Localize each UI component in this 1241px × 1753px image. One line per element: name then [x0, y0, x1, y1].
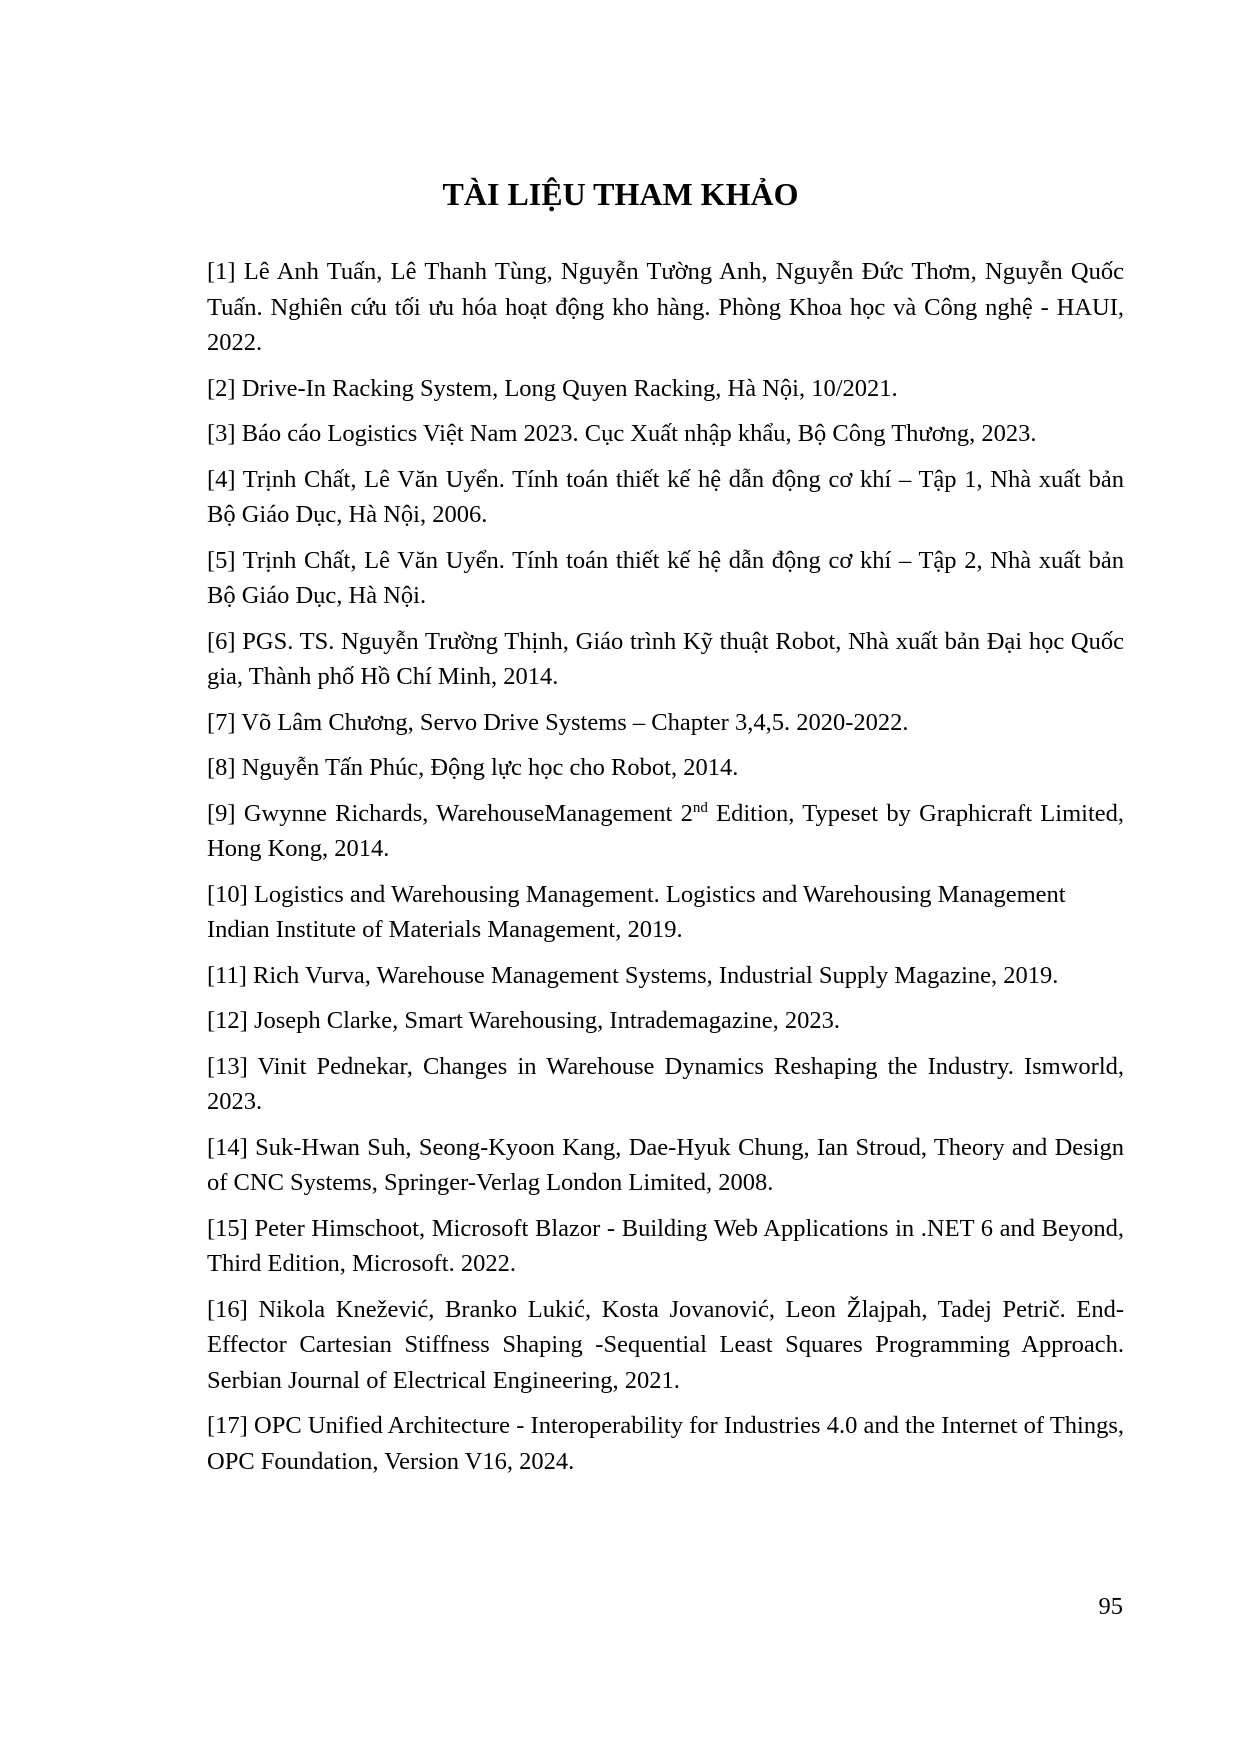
reference-item: [14] Suk-Hwan Suh, Seong-Kyoon Kang, Dae-Hyuk Chung, Ian Stroud, Theory and Design of CNC Systems, Springer-Verlag London Limited, 2008. — [207, 1133, 1124, 1196]
reference-item: [16] Nikola Knežević, Branko Lukić, Kosta Jovanović, Leon Žlajpah, Tadej Petrič. End-Effector Cartesian Stiffness Shaping -Sequential Least Squares Programming Approach. Serbian Journal of Electrical Engineering, 2021. — [207, 1295, 1124, 1394]
reference-text: [9] Gwynne Richards, WarehouseManagement 2 — [207, 799, 693, 827]
reference-text: Edition, Typeset by Graphicraft Limited, Hong Kong, 2014. — [207, 799, 1124, 862]
reference-item: [12] Joseph Clarke, Smart Warehousing, Intrademagazine, 2023. — [207, 1007, 841, 1034]
page-number: 95 — [1098, 1593, 1123, 1620]
reference-item: [1] Lê Anh Tuấn, Lê Thanh Tùng, Nguyễn Tường Anh, Nguyễn Đức Thơm, Nguyễn Quốc Tuấn. Nghiên cứu tối ưu hóa hoạt động kho hàng. Phòng Khoa học và Công nghệ - HAUI, 2022. — [207, 258, 1124, 356]
reference-item: [17] OPC Unified Architecture - Interoperability for Industries 4.0 and the Internet of Things, OPC Foundation, Version V16, 2024. — [207, 1412, 1124, 1475]
reference-item: [15] Peter Himschoot, Microsoft Blazor - Building Web Applications in .NET 6 and Beyond, Third Edition, Microsoft. 2022. — [207, 1214, 1124, 1277]
reference-item: [7] Võ Lâm Chương, Servo Drive Systems – Chapter 3,4,5. 2020-2022. — [207, 708, 909, 736]
superscript: nd — [692, 799, 708, 816]
reference-item: [8] Nguyễn Tấn Phúc, Động lực học cho Robot, 2014. — [207, 754, 739, 781]
page-title: TÀI LIỆU THAM KHẢO — [442, 176, 799, 212]
reference-item: [13] Vinit Pednekar, Changes in Warehouse Dynamics Reshaping the Industry. Ismworld, 2023. — [207, 1052, 1124, 1115]
reference-item — [207, 796, 1124, 867]
reference-list — [207, 254, 1124, 1489]
reference-item: [11] Rich Vurva, Warehouse Management Systems, Industrial Supply Magazine, 2019. — [207, 961, 1059, 989]
reference-item: [3] Báo cáo Logistics Việt Nam 2023. Cục Xuất nhập khẩu, Bộ Công Thương, 2023. — [207, 420, 1037, 447]
reference-item: [5] Trịnh Chất, Lê Văn Uyển. Tính toán thiết kế hệ dẫn động cơ khí – Tập 2, Nhà xuất bản Bộ Giáo Dục, Hà Nội. — [207, 546, 1124, 609]
reference-item: [6] PGS. TS. Nguyễn Trường Thịnh, Giáo trình Kỹ thuật Robot, Nhà xuất bản Đại học Quốc gia, Thành phố Hồ Chí Minh, 2014. — [207, 627, 1124, 690]
reference-item: [2] Drive-In Racking System, Long Quyen Racking, Hà Nội, 10/2021. — [207, 374, 898, 402]
reference-item: [10] Logistics and Warehousing Management. Logistics and Warehousing Management Indian Institute of Materials Management, 2019. — [207, 880, 1066, 943]
reference-item: [4] Trịnh Chất, Lê Văn Uyển. Tính toán thiết kế hệ dẫn động cơ khí – Tập 1, Nhà xuất bản Bộ Giáo Dục, Hà Nội, 2006. — [207, 465, 1124, 528]
